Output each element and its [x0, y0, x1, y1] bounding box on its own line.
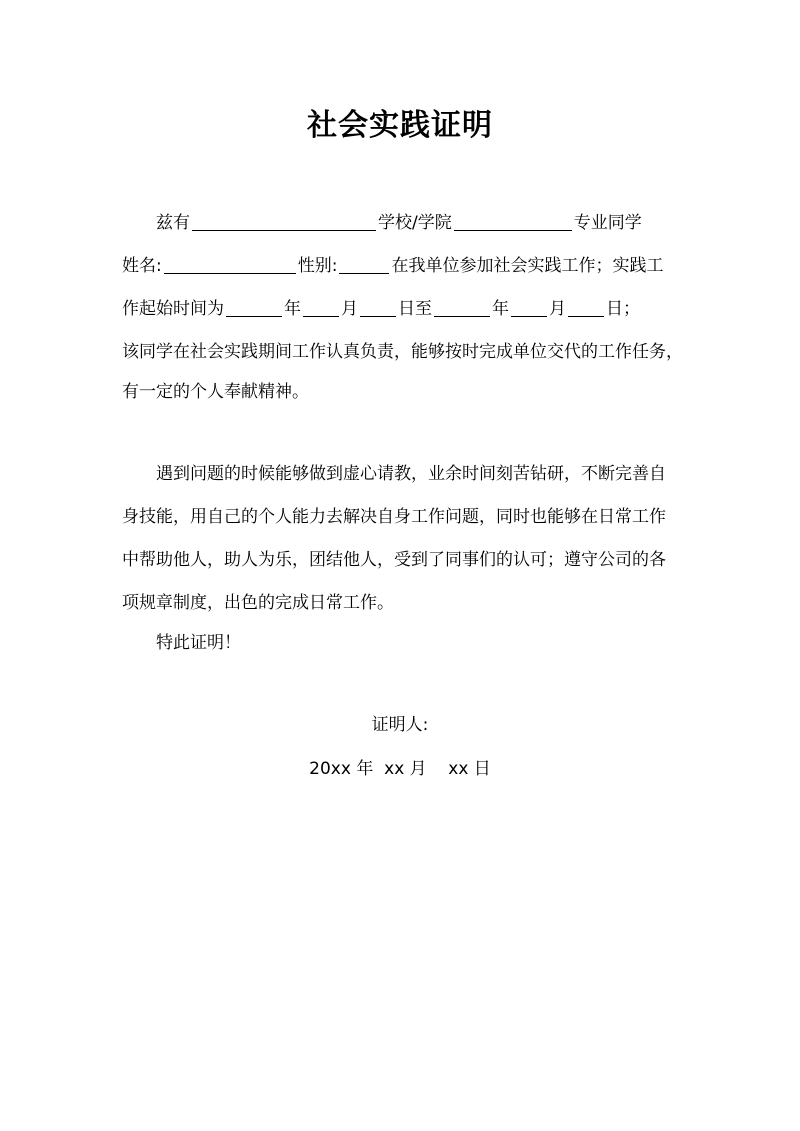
end-month-blank[interactable]	[511, 298, 547, 317]
major-blank[interactable]	[454, 212, 572, 231]
start-month-blank[interactable]	[303, 298, 339, 317]
date-line: 20xx 年 xx 月 xx 日	[309, 759, 491, 779]
paragraph-1-line-5: 有一定的个人奉献精神。	[122, 382, 309, 402]
start-day-blank[interactable]	[360, 298, 396, 317]
paragraph-2-line-3: 中帮助他人，助人为乐，团结他人，受到了同事们的认可；遵守公司的各	[122, 550, 666, 570]
paragraph-1-line-2	[122, 254, 663, 278]
paragraph-1-line-3	[122, 297, 640, 321]
gender-blank[interactable]	[339, 255, 389, 274]
text-segment: 月	[341, 299, 358, 319]
text-segment: 姓名:	[122, 256, 162, 276]
text-segment: 日至	[398, 299, 432, 319]
name-blank[interactable]	[164, 255, 296, 274]
paragraph-2-line-1: 遇到问题的时候能够做到虚心请教，业余时间刻苦钻研，不断完善自	[156, 464, 666, 484]
text-segment: 年	[284, 299, 301, 319]
text-segment: 年	[492, 299, 509, 319]
end-day-blank[interactable]	[568, 298, 604, 317]
text-segment: 兹有	[156, 213, 190, 233]
paragraph-1-line-1	[156, 211, 642, 235]
school-blank[interactable]	[192, 212, 376, 231]
text-segment: 专业同学	[573, 213, 642, 233]
text-segment: 性别:	[297, 256, 338, 276]
text-segment: 作起始时间为	[122, 299, 224, 319]
paragraph-1-line-4: 该同学在社会实践期间工作认真负责，能够按时完成单位交代的工作任务，	[122, 342, 683, 362]
text-segment: 在我单位参加社会实践工作；实践工	[391, 256, 664, 276]
end-year-blank[interactable]	[434, 298, 490, 317]
text-segment: 学校/学院	[378, 213, 452, 233]
closing-statement: 特此证明！	[156, 633, 241, 653]
text-segment: 月	[549, 299, 566, 319]
paragraph-2-line-4: 项规章制度，出色的完成日常工作。	[122, 593, 394, 613]
page-title: 社会实践证明	[307, 108, 493, 143]
text-segment: 日；	[606, 299, 640, 319]
paragraph-2-line-2: 身技能，用自己的个人能力去解决自身工作问题，同时也能够在日常工作	[122, 507, 666, 527]
signer-label: 证明人:	[371, 715, 429, 735]
start-year-blank[interactable]	[226, 298, 282, 317]
